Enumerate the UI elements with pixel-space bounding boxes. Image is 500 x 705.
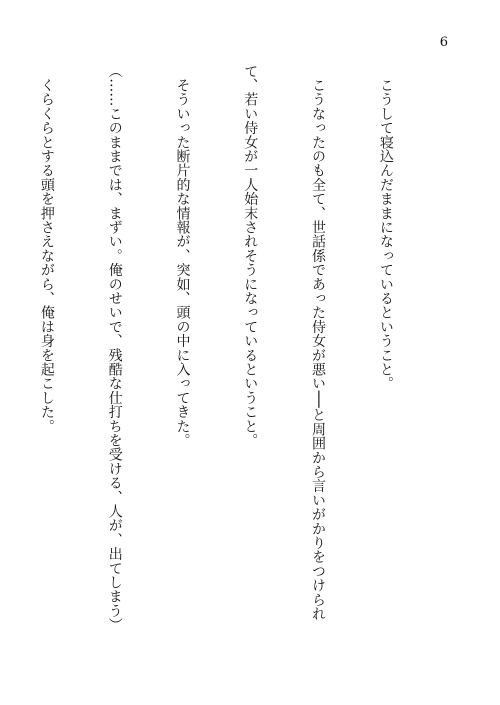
- text-line: くらくらとする頭を押さえながら、俺は身を起こした。: [38, 64, 55, 434]
- text-line: そういった断片的な情報が、突如、頭の中に入ってきた。: [174, 64, 191, 448]
- text-line: （……このままでは、まずい。俺のせいで、残酷な仕打ちを受ける、人が、出てしまう）: [106, 64, 123, 632]
- text-line: こうして寝込んだままになっているということ。: [377, 64, 394, 391]
- text-line: こうなったのも全て、世話係であった侍女が悪い──と周囲から言いがかりをつけられ: [310, 64, 327, 621]
- page-number: 6: [439, 35, 448, 50]
- vertical-text-body: [0, 64, 442, 664]
- text-line: て、若い侍女が一人始末されそうになっているということ。: [242, 64, 259, 448]
